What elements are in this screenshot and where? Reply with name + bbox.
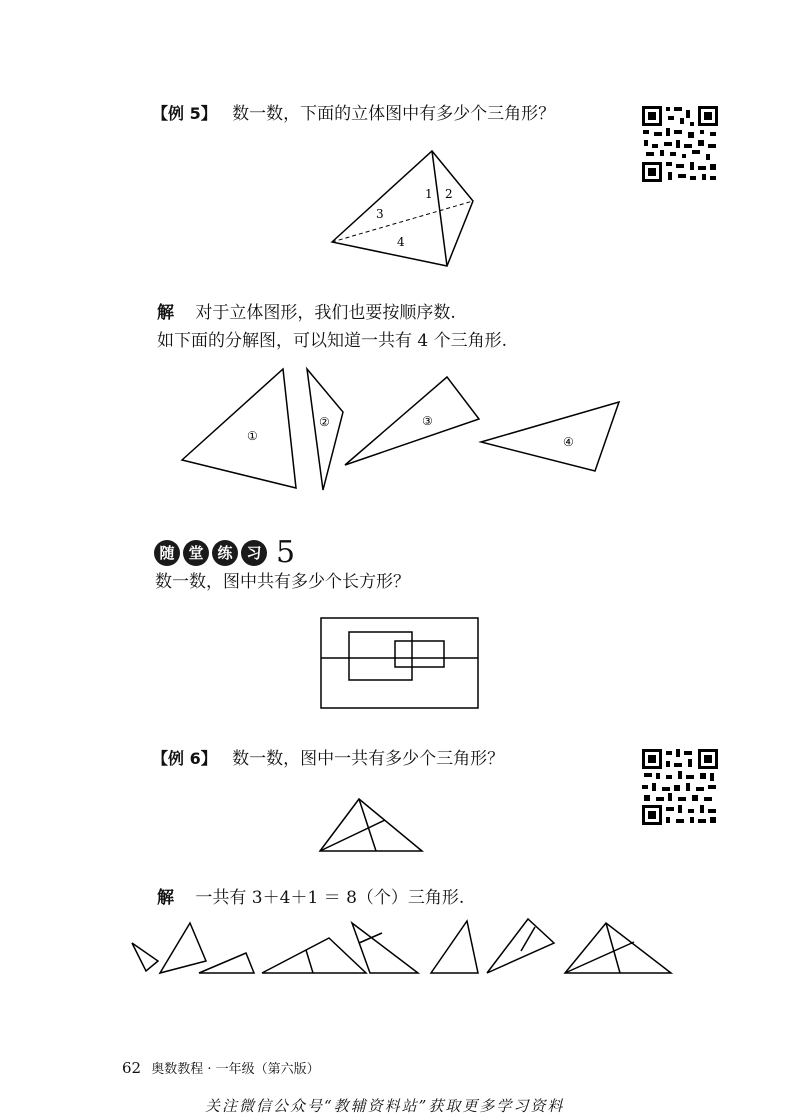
pyramid-label-1: 1 (425, 187, 433, 201)
example6-label: 【例 6】 (152, 749, 217, 768)
qr-code-example5 (640, 104, 720, 184)
example5-solution-line1 (157, 303, 456, 323)
practice-badge-2: 堂 (183, 540, 209, 566)
pyramid-label-3: 3 (376, 207, 384, 221)
enum-triangle-2 (160, 923, 206, 973)
watermark-text: 关注微信公众号“教辅资料站”获取更多学习资料 (205, 1097, 565, 1115)
book-title: 奥数教程 · 一年级（第六版） (151, 1062, 320, 1077)
example5-solution-line2: 如下面的分解图，可以知道一共有 4 个三角形. (157, 331, 508, 351)
solution-label: 解 (157, 303, 174, 323)
example5-decomposed-figure (175, 362, 625, 494)
practice-badge-1: 随 (154, 540, 180, 566)
piece-triangle-2 (307, 369, 343, 490)
practice-rectangles-figure (318, 615, 482, 711)
example6-question: 数一数，图中一共有多少个三角形？ (232, 749, 505, 769)
piece-label-4: ④ (563, 435, 574, 449)
enum-triangle-3 (199, 953, 254, 973)
qr-code-example6 (640, 747, 720, 827)
solution-text: 对于立体图形，我们也要按顺序数. (195, 303, 456, 323)
enum-triangle-1 (132, 943, 158, 971)
example5-question: 数一数，下面的立体图中有多少个三角形？ (232, 104, 556, 124)
piece-triangle-3 (345, 377, 479, 465)
solution-label: 解 (157, 888, 174, 908)
example6-triangle-figure (316, 793, 426, 855)
example5-heading (152, 104, 555, 124)
page-footer (122, 1058, 320, 1077)
example5-label: 【例 5】 (152, 104, 217, 123)
piece-label-3: ③ (422, 414, 433, 428)
enum-triangle-4 (262, 938, 366, 973)
pyramid-label-4: 4 (397, 235, 405, 249)
piece-triangle-4 (481, 402, 619, 471)
piece-label-1: ① (247, 429, 258, 443)
example6-enumeration-figure (126, 915, 674, 977)
pyramid-label-2: 2 (445, 187, 453, 201)
enum-triangle-6 (431, 921, 478, 973)
enum-triangle-7 (487, 919, 554, 973)
practice-badge-3: 练 (212, 540, 238, 566)
enum-triangle-8 (565, 923, 671, 973)
example6-heading (152, 749, 504, 769)
practice-question: 数一数，图中共有多少个长方形？ (155, 572, 410, 592)
piece-triangle-1 (182, 369, 296, 488)
enum-triangle-5 (352, 923, 418, 973)
example5-pyramid-figure (320, 148, 480, 270)
practice-badge-4: 习 (241, 540, 267, 566)
practice-heading (154, 535, 296, 570)
solution-text: 一共有 3＋4＋1 ＝ 8（个）三角形. (195, 888, 465, 908)
piece-label-2: ② (319, 415, 330, 429)
practice-number: 5 (276, 535, 296, 570)
example6-solution (157, 888, 464, 908)
page-number: 62 (122, 1059, 142, 1077)
